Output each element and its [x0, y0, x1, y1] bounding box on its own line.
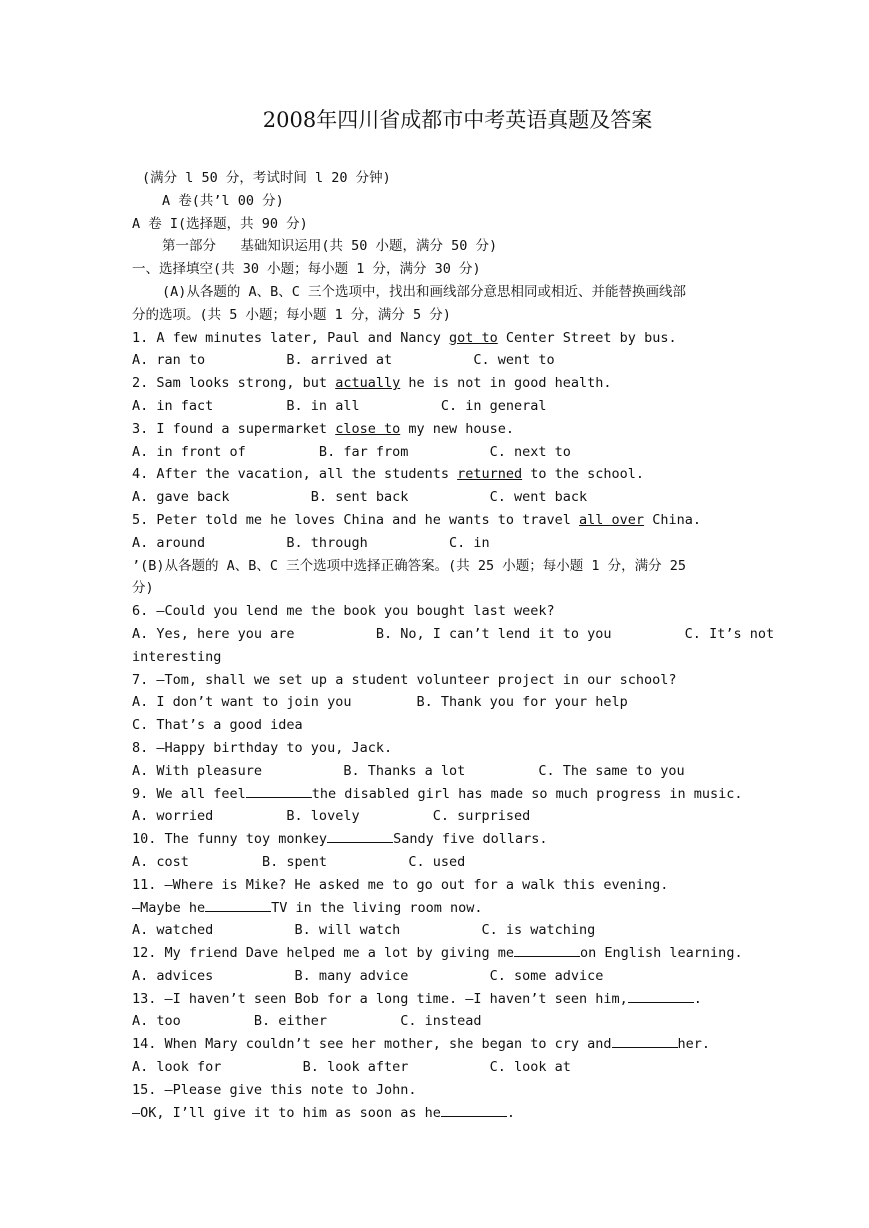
question-15: 15. —Please give this note to John. — [132, 1081, 417, 1098]
question-6-options: A. Yes, here you are B. No, I can’t lend it to you C. It’s not — [132, 625, 775, 642]
question-10-options: A. cost B. spent C. used — [132, 853, 466, 870]
instruction-b-line2: 分) — [132, 580, 154, 597]
question-2-options: A. in fact B. in all C. in general — [132, 397, 547, 414]
underlined-phrase: close to — [335, 420, 401, 437]
question-7: 7. —Tom, shall we set up a student volunteer project in our school? — [132, 671, 677, 688]
answer-blank — [205, 899, 271, 912]
question-1-options: A. ran to B. arrived at C. went to — [132, 352, 555, 369]
document-body — [132, 167, 775, 1124]
part1-heading: 第一部分 基础知识运用(共 50 小题，满分 50 分) — [162, 238, 498, 255]
question-14-options: A. look for B. look after C. look at — [132, 1059, 571, 1076]
question-11-response: —Maybe he TV in the living room now. — [132, 899, 483, 916]
question-12-options: A. advices B. many advice C. some advice — [132, 967, 604, 984]
question-12: 12. My friend Dave helped me a lot by giving me on English learning. — [132, 945, 743, 962]
section1-heading: 一、选择填空(共 30 小题；每小题 1 分，满分 30 分) — [132, 261, 481, 278]
question-7-options: A. I don’t want to join you B. Thank you for your help — [132, 694, 628, 711]
instruction-b-line1: ’(B)从各题的 A、B、C 三个选项中选择正确答案。(共 25 小题；每小题 1 分，满分 25 — [132, 557, 687, 574]
question-14: 14. When Mary couldn’t see her mother, she began to cry and her. — [132, 1036, 711, 1053]
question-7-options-cont: C. That’s a good idea — [132, 717, 303, 734]
question-11: 11. —Where is Mike? He asked me to go out for a walk this evening. — [132, 876, 669, 893]
answer-blank — [612, 1035, 678, 1048]
question-15-response: —OK, I’ll give it to him as soon as he . — [132, 1104, 515, 1121]
underlined-phrase: got to — [448, 329, 498, 346]
underlined-phrase: all over — [579, 511, 645, 528]
question-5-options: A. around B. through C. in — [132, 534, 490, 551]
question-2: 2. Sam looks strong, but actually he is not in good health. — [132, 375, 612, 392]
answer-blank — [514, 944, 580, 957]
answer-blank — [327, 830, 393, 843]
answer-blank — [246, 785, 312, 798]
answer-blank — [628, 990, 694, 1003]
underlined-phrase: returned — [457, 466, 523, 483]
question-11-options: A. watched B. will watch C. is watching — [132, 922, 596, 939]
score-time-line: (满分 l 50 分，考试时间 l 20 分钟) — [142, 170, 391, 186]
instruction-a-line1: (A)从各题的 A、B、C 三个选项中，找出和画线部分意思相同或相近、并能替换画线部 — [162, 283, 687, 300]
question-3: 3. I found a supermarket close to my new house. — [132, 420, 515, 437]
answer-blank — [441, 1104, 507, 1117]
instruction-a-line2: 分的选项。(共 5 小题；每小题 1 分，满分 5 分) — [132, 306, 451, 323]
question-9-options: A. worried B. lovely C. surprised — [132, 808, 531, 825]
question-5: 5. Peter told me he loves China and he wants to travel all over China. — [132, 511, 701, 528]
question-10: 10. The funny toy monkey Sandy five dollars. — [132, 831, 548, 848]
question-4-options: A. gave back B. sent back C. went back — [132, 489, 588, 506]
document-title: 2008年四川省成都市中考英语真题及答案 — [262, 108, 653, 132]
question-1: 1. A few minutes later, Paul and Nancy got to Center Street by bus. — [132, 329, 677, 346]
question-3-options: A. in front of B. far from C. next to — [132, 443, 571, 460]
question-8: 8. —Happy birthday to you, Jack. — [132, 739, 393, 756]
question-6-options-cont: interesting — [132, 648, 222, 665]
question-8-options: A. With pleasure B. Thanks a lot C. The same to you — [132, 762, 685, 779]
question-9: 9. We all feel the disabled girl has made so much progress in music. — [132, 785, 743, 802]
question-13: 13. —I haven’t seen Bob for a long time. —I haven’t seen him, . — [132, 990, 702, 1007]
underlined-phrase: actually — [335, 375, 401, 392]
question-6: 6. —Could you lend me the book you bought last week? — [132, 603, 555, 620]
paper-a-line: A 卷(共’l 00 分) — [162, 192, 284, 209]
paper-a1-line: A 卷 I(选择题，共 90 分) — [132, 215, 308, 232]
question-13-options: A. too B. either C. instead — [132, 1013, 482, 1030]
question-4: 4. After the vacation, all the students returned to the school. — [132, 466, 645, 483]
